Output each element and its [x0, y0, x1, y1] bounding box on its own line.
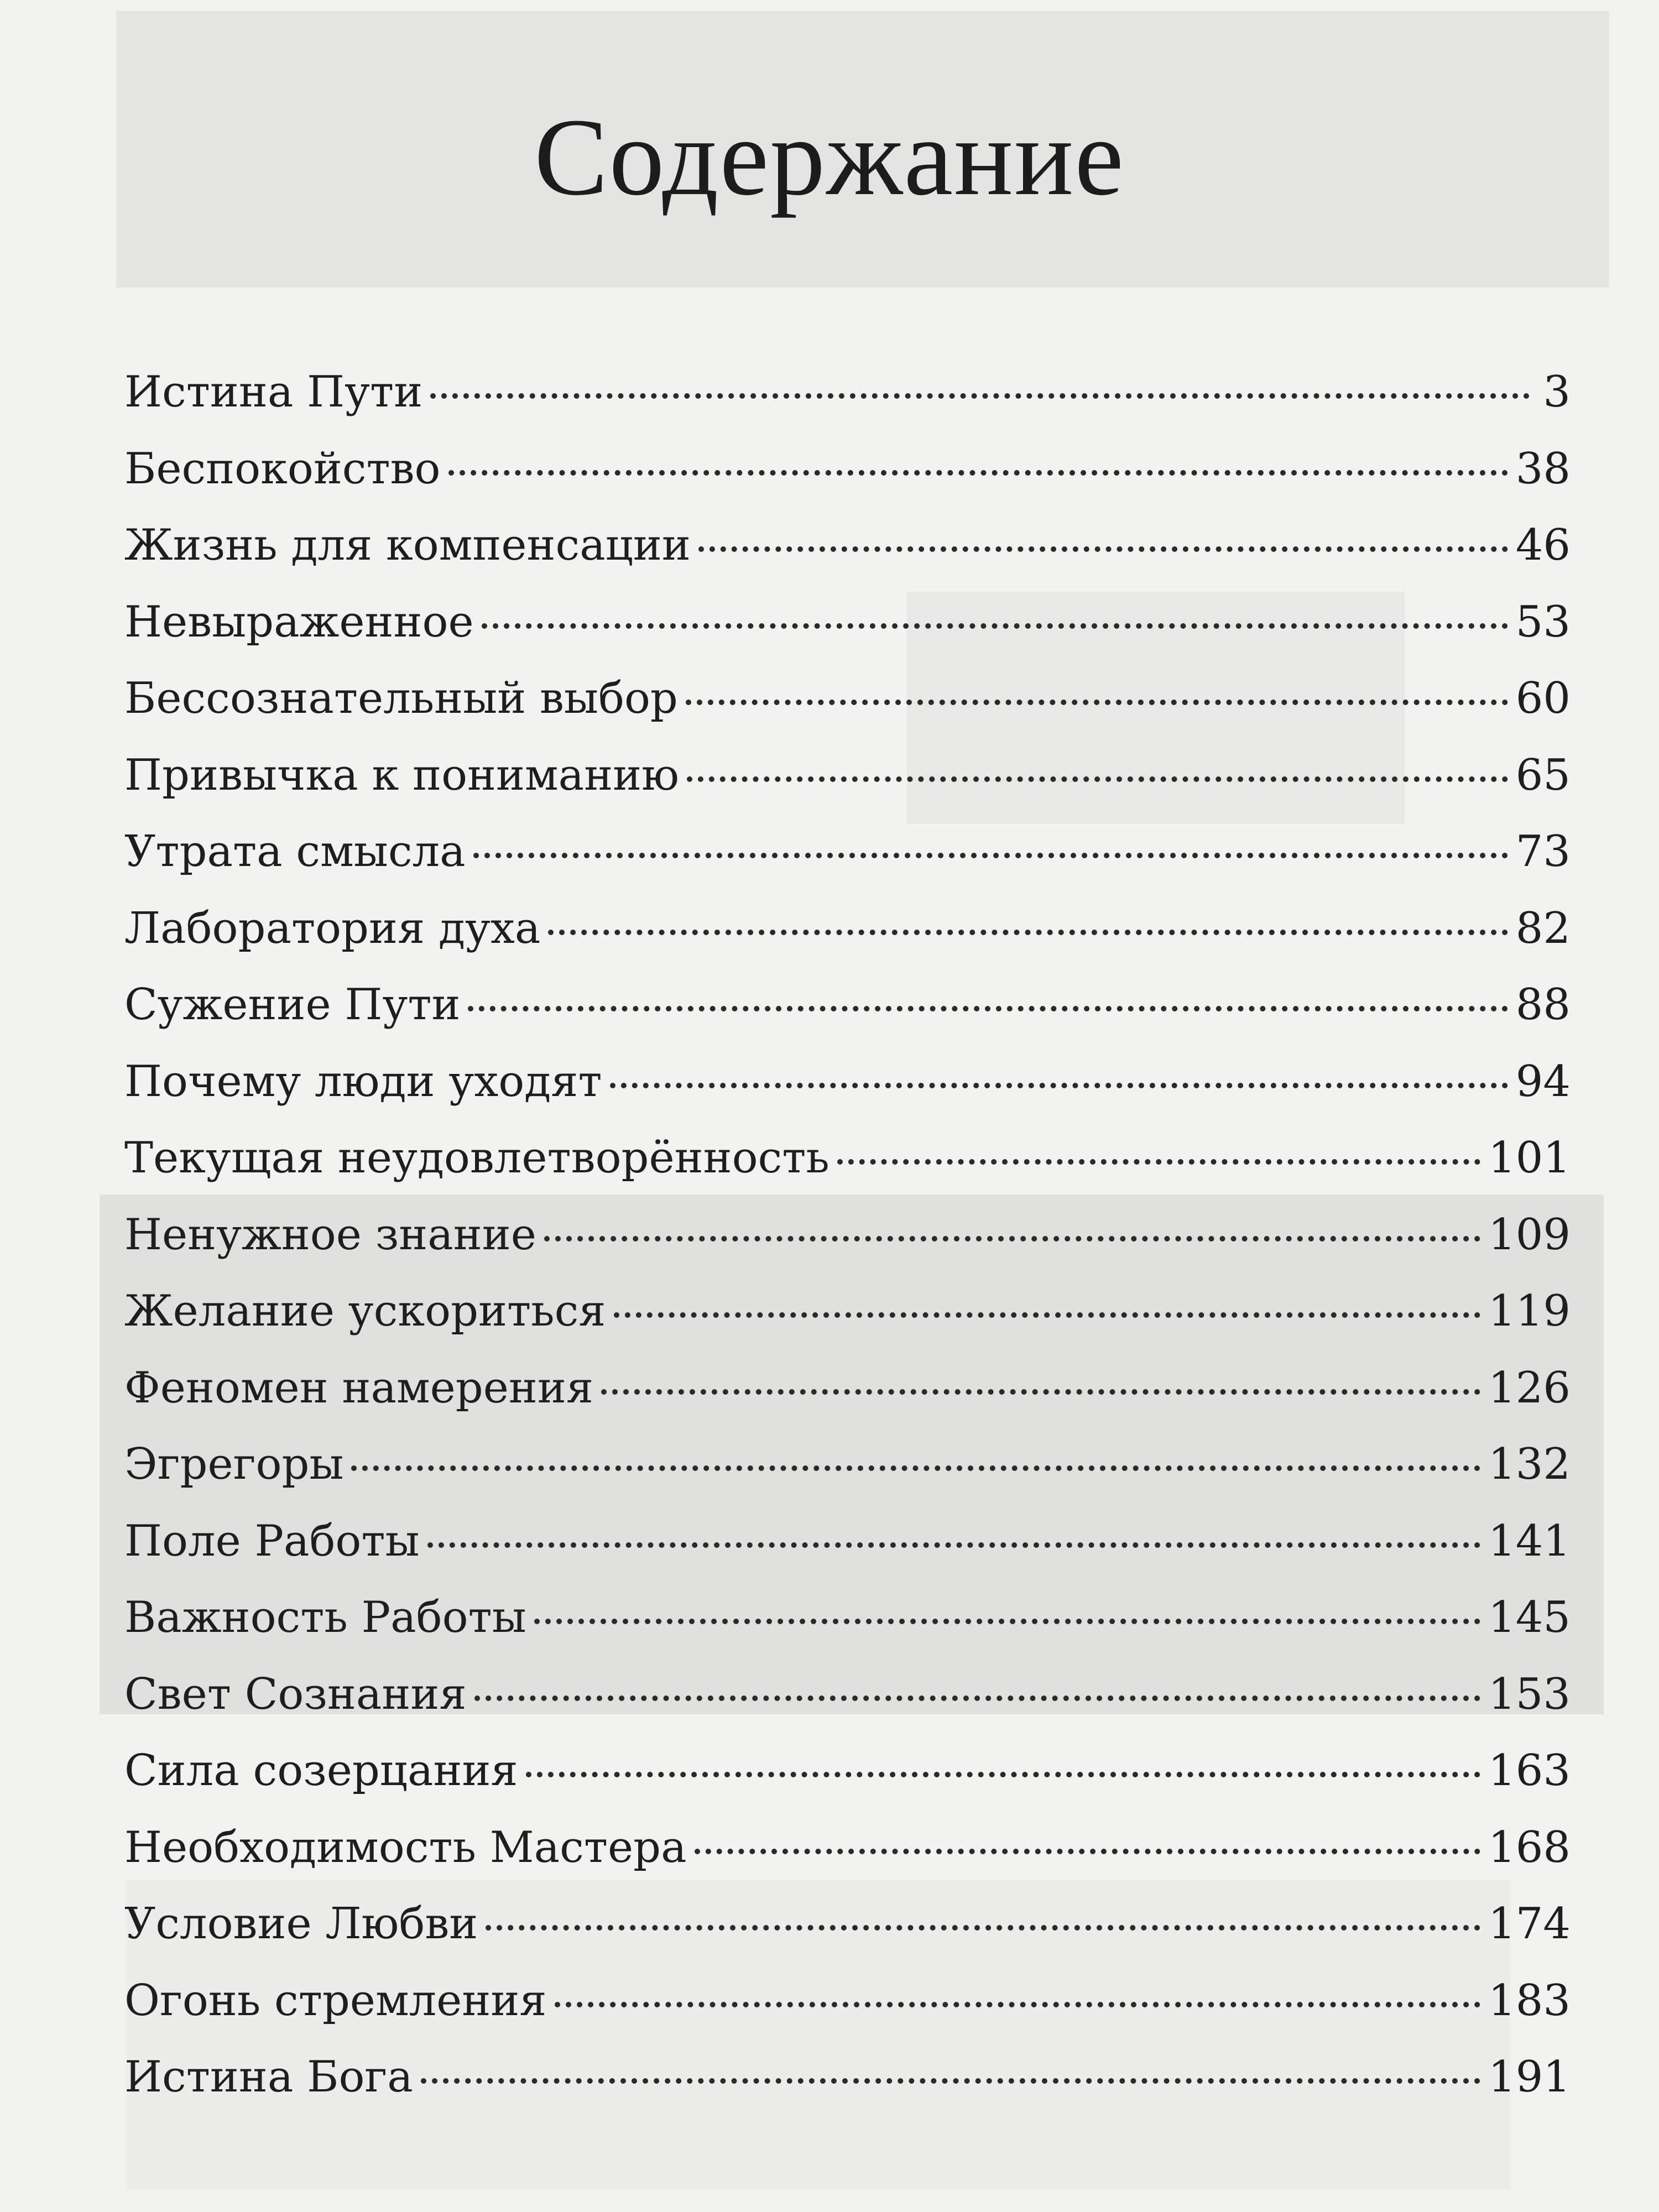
toc-entry-page-number: 126 — [1488, 1363, 1571, 1413]
toc-entry-title: Поле Работы — [124, 1516, 420, 1566]
toc-entry-title: Свет Сознания — [124, 1669, 467, 1719]
toc-entry-title: Бессознательный выбор — [124, 674, 678, 723]
dot-leader — [427, 1542, 1480, 1548]
toc-entry-page-number: 94 — [1515, 1056, 1571, 1107]
dot-leader — [544, 1236, 1480, 1241]
toc-entry-title: Лаборатория духа — [124, 903, 541, 953]
toc-entry — [124, 1503, 1571, 1580]
toc-entry — [124, 1350, 1571, 1427]
toc-entry — [124, 737, 1571, 814]
toc-entry-page-number: 109 — [1488, 1209, 1571, 1260]
toc-entry-page-number: 153 — [1488, 1669, 1571, 1719]
toc-entry-title: Ненужное знание — [124, 1209, 536, 1260]
toc-entry-page-number: 163 — [1488, 1746, 1571, 1796]
toc-entry-page-number: 3 — [1543, 367, 1571, 417]
toc-entry — [124, 1120, 1571, 1197]
toc-entry-page-number: 101 — [1488, 1133, 1571, 1183]
dot-leader — [421, 2078, 1480, 2084]
toc-entry-page-number: 145 — [1488, 1593, 1571, 1642]
dot-leader — [473, 853, 1508, 858]
toc-entry-title: Условие Любви — [124, 1899, 478, 1949]
toc-entry-page-number: 65 — [1515, 750, 1571, 800]
toc-entry-title: Необходимость Мастера — [124, 1822, 687, 1872]
toc-entry — [124, 507, 1571, 584]
dot-leader — [448, 470, 1508, 476]
toc-entry-page-number: 183 — [1488, 1975, 1571, 2026]
toc-entry-page-number: 88 — [1515, 980, 1571, 1030]
dot-leader — [614, 1312, 1481, 1318]
dot-leader — [548, 930, 1507, 935]
toc-entry — [124, 813, 1571, 890]
toc-entry — [124, 1273, 1571, 1350]
toc-entry-page-number: 60 — [1515, 674, 1571, 723]
toc-entry — [124, 1886, 1571, 1963]
dot-leader — [526, 1772, 1480, 1777]
dot-leader — [555, 2002, 1481, 2007]
toc-entry-page-number: 53 — [1515, 597, 1571, 647]
toc-entry — [124, 431, 1571, 508]
dot-leader — [610, 1083, 1508, 1088]
toc-entry-title: Почему люди уходят — [124, 1056, 602, 1107]
toc-entry-title: Сила созерцания — [124, 1746, 518, 1796]
toc-entry-page-number: 132 — [1488, 1439, 1571, 1489]
toc-entry-page-number: 168 — [1488, 1822, 1571, 1872]
toc-entry — [124, 660, 1571, 737]
toc-entry-page-number: 38 — [1515, 444, 1571, 494]
toc-entry-page-number: 73 — [1515, 827, 1571, 877]
toc-entry — [124, 1809, 1571, 1886]
dot-leader — [837, 1159, 1480, 1165]
toc-entry-title: Беспокойство — [124, 444, 441, 494]
toc-entry-title: Привычка к пониманию — [124, 750, 680, 800]
table-of-contents — [124, 354, 1571, 2116]
dot-leader — [486, 1925, 1480, 1931]
toc-entry-title: Феномен намерения — [124, 1363, 594, 1413]
toc-entry-title: Сужение Пути — [124, 980, 461, 1030]
dot-leader — [687, 776, 1508, 782]
dot-leader — [474, 1695, 1481, 1701]
toc-entry — [124, 1197, 1571, 1274]
dot-leader — [351, 1465, 1480, 1471]
toc-entry-title: Эгрегоры — [124, 1439, 344, 1489]
toc-entry-title: Текущая неудовлетворённость — [124, 1133, 830, 1183]
toc-entry-page-number: 119 — [1488, 1286, 1571, 1336]
dot-leader — [686, 700, 1508, 705]
toc-entry-title: Истина Бога — [124, 2052, 413, 2102]
toc-entry-title: Утрата смысла — [124, 827, 466, 877]
toc-entry-title: Истина Пути — [124, 367, 423, 417]
toc-entry — [124, 2039, 1571, 2116]
toc-entry — [124, 1656, 1571, 1733]
page-title: Содержание — [534, 96, 1125, 218]
toc-entry-title: Важность Работы — [124, 1593, 526, 1642]
toc-entry — [124, 1044, 1571, 1120]
toc-entry — [124, 890, 1571, 967]
toc-entry-title: Желание ускориться — [124, 1286, 606, 1336]
toc-entry — [124, 1963, 1571, 2039]
dot-leader — [482, 623, 1508, 629]
dot-leader — [534, 1619, 1480, 1624]
dot-leader — [698, 546, 1508, 552]
toc-entry-title: Огонь стремления — [124, 1975, 547, 2026]
dot-leader — [601, 1389, 1480, 1395]
toc-entry — [124, 584, 1571, 661]
toc-entry-page-number: 82 — [1515, 903, 1571, 953]
toc-entry — [124, 1733, 1571, 1809]
toc-entry — [124, 1579, 1571, 1656]
toc-entry-title: Жизнь для компенсации — [124, 520, 691, 570]
dot-leader — [468, 1006, 1507, 1011]
toc-entry-page-number: 174 — [1488, 1899, 1571, 1949]
toc-entry — [124, 1426, 1571, 1503]
toc-entry-page-number: 191 — [1488, 2052, 1571, 2102]
toc-entry — [124, 967, 1571, 1044]
toc-entry — [124, 354, 1571, 431]
toc-entry-title: Невыраженное — [124, 597, 474, 647]
dot-leader — [695, 1849, 1481, 1854]
toc-entry-page-number: 141 — [1488, 1516, 1571, 1566]
dot-leader — [430, 393, 1530, 399]
toc-entry-page-number: 46 — [1515, 520, 1571, 570]
